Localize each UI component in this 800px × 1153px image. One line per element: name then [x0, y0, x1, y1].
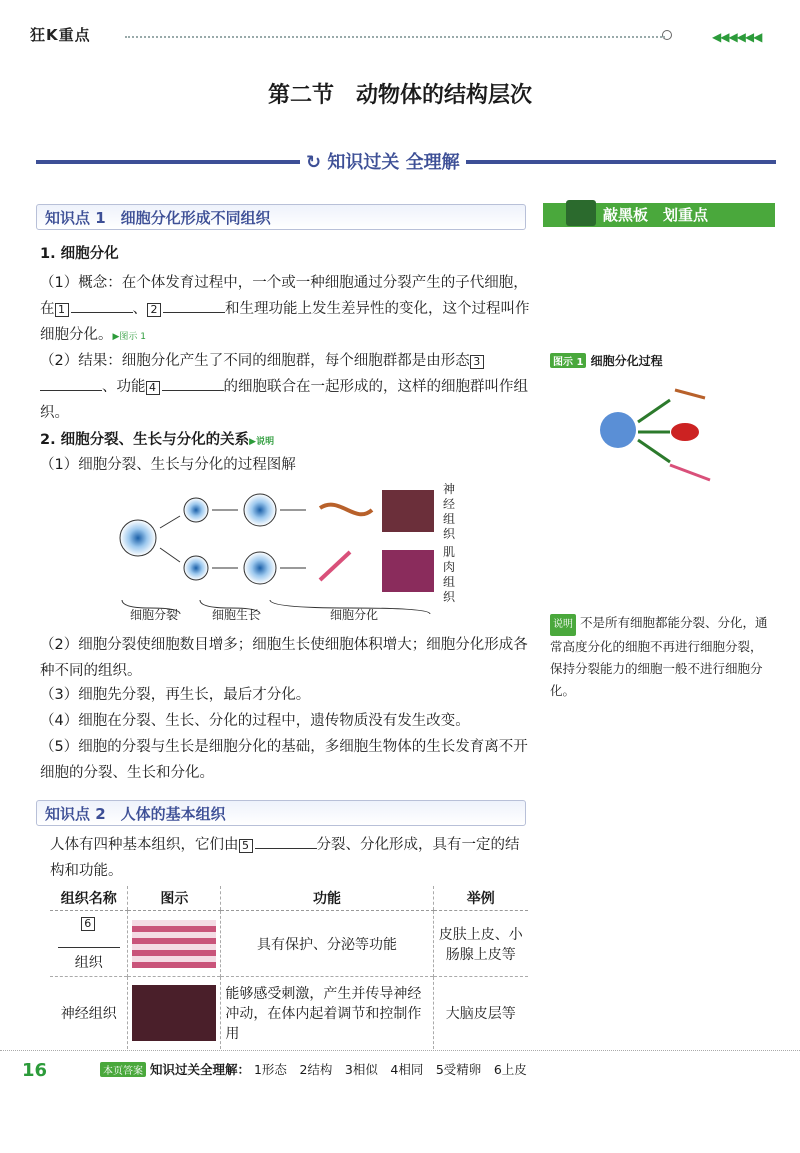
kp2-intro: 人体有四种基本组织，它们由 5 分裂、分化形成，具有一定的结构和功能。: [50, 832, 530, 884]
col-header: 组织名称: [50, 886, 128, 911]
point-2: （2）细胞分裂使细胞数目增多；细胞生长使细胞体积增大；细胞分化形成各种不同的组织。: [40, 637, 528, 679]
point-5: （5）细胞的分裂与生长是细胞分化的基础，多细胞生物体的生长发育离不开细胞的分裂、生长和分化。: [40, 739, 528, 781]
label-division: 细胞分裂: [130, 608, 179, 622]
point-4: （4）细胞在分裂、生长、分化的过程中，遗传物质没有发生改变。: [40, 713, 470, 729]
answer-key: 本页答案 知识过关全理解： 1形态 2结构 3相似 4相同 5受精卵 6上皮: [100, 1060, 527, 1078]
note-text: 说明 不是所有细胞都能分裂、分化，通常高度分化的细胞不再进行细胞分裂，保持分裂能力的细胞一般不进行细胞分化。: [550, 615, 768, 698]
figure-caption: 图示 1 细胞分化过程: [550, 352, 663, 369]
section-1-title: 1. 细胞分化: [40, 246, 119, 262]
header-ring-icon: [662, 30, 672, 40]
muscle-tissue-image: [382, 550, 434, 592]
diagram-caption: （1）细胞分裂、生长与分化的过程图解: [40, 457, 296, 473]
table-row: 神经组织 能够感受刺激，产生并传导神经冲动，在体内起着调节和控制作用 大脑皮层等: [50, 977, 528, 1049]
nerve-tissue-image: [132, 985, 216, 1041]
neuron-icon: [320, 505, 372, 515]
page-number: 16: [22, 1060, 48, 1081]
tissue-table: [50, 886, 528, 1049]
table-row: 6 组织 具有保护、分泌等功能 皮肤上皮、小肠腺上皮等: [50, 911, 528, 977]
kp1-concept: （1）概念：在个体发育过程中，一个或一种细胞通过分裂产生的子代细胞，在 1 、 2 和生理功能上发生差异性的变化，这个过程叫作细胞分化。▶图示 1: [40, 275, 530, 343]
point-3: （3）细胞先分裂，再生长，最后才分化。: [40, 687, 311, 703]
epithelial-tissue-image: [132, 920, 216, 968]
label-nerve-tissue: 神经组织: [443, 482, 456, 541]
sidebar-head: 敲黑板 划重点: [543, 203, 775, 227]
brand-logo: 狂K重点: [30, 26, 91, 44]
kp1-title: 知识点 1 细胞分化形成不同组织: [36, 204, 526, 230]
header-divider: [125, 36, 665, 38]
nerve-tissue-image: [382, 490, 434, 532]
label-differentiation: 细胞分化: [330, 608, 379, 622]
label-growth: 细胞生长: [212, 608, 261, 622]
muscle-cell-icon: [320, 552, 350, 580]
header-arrows-icon: ◀◀◀◀◀◀: [712, 30, 762, 44]
banner-title: ↻ 知识过关 全理解: [300, 148, 466, 174]
page-title: 第二节 动物体的结构层次: [267, 82, 532, 108]
kp1-result: （2）结果：细胞分化产生了不同的细胞群，每个细胞群都是由形态 3、功能 4 的细胞联合在一起形成的，这样的细胞群叫作组织。: [40, 353, 528, 421]
differentiation-figure: [590, 370, 720, 490]
division-diagram: [110, 480, 460, 620]
col-header: 图示: [128, 886, 221, 911]
col-header: 功能: [221, 886, 433, 911]
col-header: 举例: [433, 886, 528, 911]
teacher-icon: [566, 200, 596, 226]
section-2-title: 2. 细胞分裂、生长与分化的关系▶说明: [40, 432, 275, 448]
kp2-title: 知识点 2 人体的基本组织: [36, 800, 526, 826]
label-muscle-tissue: 肌肉组织: [443, 545, 456, 604]
footer-divider: [0, 1050, 800, 1051]
